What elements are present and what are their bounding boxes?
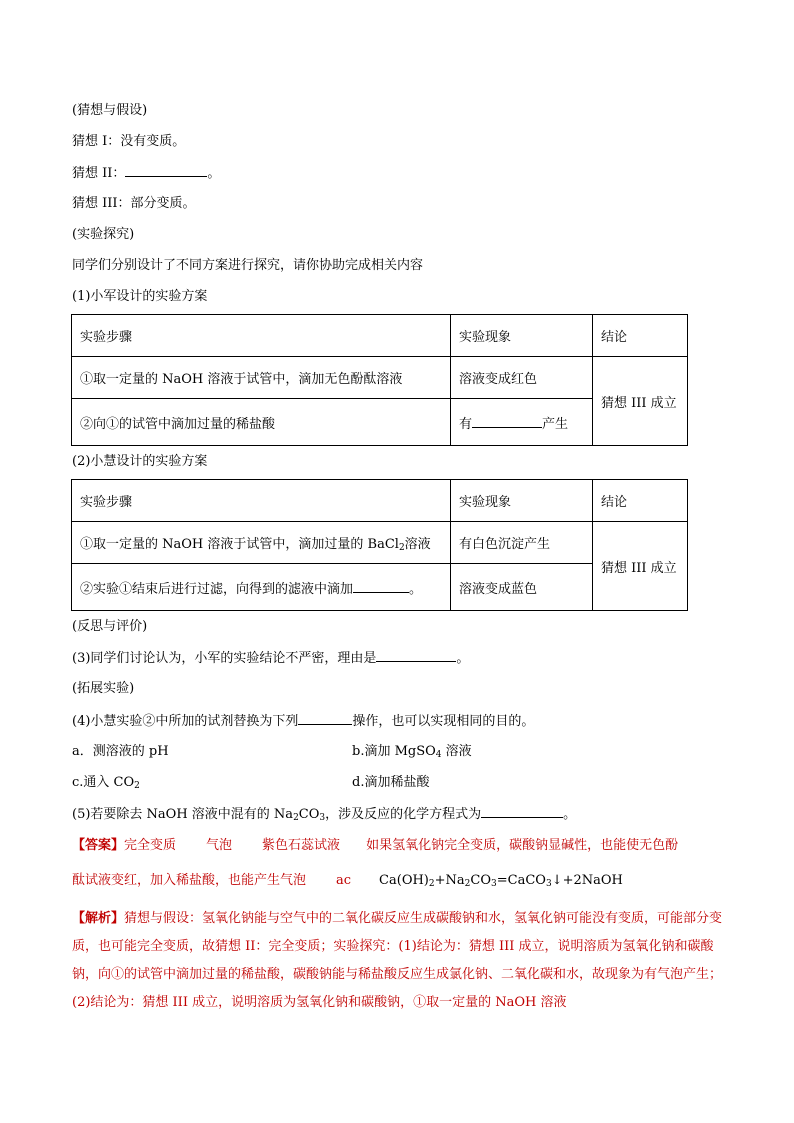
option-d: d.滴加稀盐酸 — [352, 775, 430, 790]
hypothesis-3: 猜想 III：部分变质。 — [72, 196, 196, 211]
answer-3: 紫色石蕊试液 — [262, 838, 341, 853]
q5-text-a: (5)若要除去 NaOH 溶液中混有的 Na — [72, 807, 294, 822]
answer-4-part2: 酞试液变红，加入稀盐酸，也能产生气泡 — [72, 873, 307, 888]
hypothesis-2 — [72, 164, 220, 183]
obs-prefix: 有 — [459, 416, 473, 432]
hypothesis-2-label: 猜想 II： — [72, 166, 126, 181]
eq-part: CO — [470, 873, 491, 888]
explore-header: (实验探究) — [72, 227, 135, 242]
q4-blank[interactable] — [298, 712, 352, 725]
step-cell: ①取一定量的 NaOH 溶液于试管中，滴加无色酚酞溶液 — [72, 357, 451, 399]
step-text-a: ①取一定量的 NaOH 溶液于试管中，滴加过量的 BaCl — [80, 537, 399, 552]
q5-blank[interactable] — [481, 805, 563, 818]
conclusion-cell: 猜想 III 成立 — [593, 522, 688, 611]
th-conclusion: 结论 — [593, 315, 688, 357]
table-row — [72, 357, 688, 399]
equation — [379, 873, 623, 888]
table2-title: (2)小慧设计的实验方案 — [72, 454, 208, 469]
question-5 — [72, 805, 576, 824]
hypothesis-1: 猜想 I：没有变质。 — [72, 134, 186, 149]
step-blank[interactable] — [353, 580, 409, 593]
q5-text-c: ，涉及反应的化学方程式为 — [325, 807, 482, 822]
question-3 — [72, 649, 469, 668]
answer-line-1 — [72, 837, 678, 855]
analysis-tag: 【解析】 — [72, 911, 125, 926]
q5-sub-2: 3 — [319, 813, 326, 823]
eq-sub: 2 — [464, 879, 471, 889]
opt-b-end: 溶液 — [441, 744, 472, 759]
answer-2: 气泡 — [206, 838, 233, 853]
eq-part: Ca(OH) — [379, 873, 429, 888]
table-header-row — [72, 480, 688, 522]
q3-end: 。 — [456, 651, 470, 666]
answer-1: 完全变质 — [124, 838, 177, 853]
option-b — [352, 743, 472, 761]
eq-sub: 3 — [545, 879, 552, 889]
table-xiaojun — [71, 314, 688, 446]
observation-cell — [451, 399, 593, 446]
opt-c-text: c.通入 CO — [72, 775, 135, 790]
eq-part: ↓+2NaOH — [551, 873, 623, 888]
opt-c-sub: 2 — [134, 781, 140, 791]
table1-title: (1)小军设计的实验方案 — [72, 289, 208, 304]
step-text-b: 。 — [409, 581, 423, 597]
analysis-paragraph — [72, 905, 724, 1017]
th-observation: 实验现象 — [451, 315, 593, 357]
question-4 — [72, 712, 534, 731]
option-c — [72, 774, 140, 792]
th-conclusion: 结论 — [593, 480, 688, 522]
step-cell — [72, 564, 451, 611]
table-xiaohui — [71, 479, 688, 611]
step-text-a: ②实验①结束后进行过滤，向得到的滤液中滴加 — [80, 581, 354, 597]
hypothesis-2-blank[interactable] — [125, 164, 207, 177]
q5-end: 。 — [563, 807, 577, 822]
answer-4-part1: 如果氢氧化钠完全变质，碳酸钠显碱性，也能使无色酚 — [366, 838, 679, 853]
hypothesis-2-end: 。 — [207, 166, 221, 181]
q5-sub-1: 2 — [293, 813, 299, 823]
step-text-b: 溶液 — [404, 537, 431, 552]
table-row — [72, 522, 688, 564]
obs-suffix: 产生 — [542, 416, 569, 432]
hypothesis-header: (猜想与假设) — [72, 103, 148, 118]
observation-cell: 溶液变成红色 — [451, 357, 593, 399]
extend-header: (拓展实验) — [72, 681, 135, 696]
step-sub: 2 — [398, 543, 405, 553]
q4-text: (4)小慧实验②中所加的试剂替换为下列 — [72, 714, 299, 729]
th-step: 实验步骤 — [72, 315, 451, 357]
step-cell — [72, 522, 451, 564]
q5-text-b: CO — [298, 807, 320, 822]
q3-text: (3)同学们讨论认为，小军的实验结论不严密，理由是 — [72, 651, 377, 666]
eq-part: +Na — [434, 873, 465, 888]
opt-b-sub: 4 — [435, 750, 442, 760]
answer-line-2 — [72, 872, 623, 890]
reflect-header: (反思与评价) — [72, 619, 148, 634]
observation-cell: 有白色沉淀产生 — [451, 522, 593, 564]
observation-cell: 溶液变成蓝色 — [451, 564, 593, 611]
conclusion-cell: 猜想 III 成立 — [593, 357, 688, 446]
option-a: a．测溶液的 pH — [72, 744, 169, 759]
answer-tag: 【答案】 — [72, 838, 125, 853]
opt-b-text: b.滴加 MgSO — [352, 744, 436, 759]
answer-5: ac — [336, 873, 352, 888]
q4-end: 操作，也可以实现相同的目的。 — [352, 714, 535, 729]
eq-sub: 2 — [428, 879, 435, 889]
th-step: 实验步骤 — [72, 480, 451, 522]
eq-sub: 3 — [491, 879, 497, 889]
table-header-row — [72, 315, 688, 357]
explore-intro: 同学们分别设计了不同方案进行探究，请你协助完成相关内容 — [72, 258, 424, 273]
analysis-text: 猜想与假设：氢氧化钠能与空气中的二氧化碳反应生成碳酸钠和水，氢氧化钠可能没有变质，可能部分变质，也可能完全变质，故猜想 II：完全变质；实验探究：(1)结论为：猜想 III 成立，说明溶质为氢氧化钠和碳酸钠，向①的试管中滴加过量的稀盐酸，碳酸钠能与稀盐酸反应生成氯化钠、二氧化碳和水，故现象为有气泡产生；(2)结论为：猜想 III 成立，说明溶质为氢氧化钠和碳酸钠，①取一定量的 NaOH 溶液 — [72, 911, 723, 1010]
obs-blank[interactable] — [472, 415, 542, 428]
step-cell: ②向①的试管中滴加过量的稀盐酸 — [72, 399, 451, 446]
q3-blank[interactable] — [376, 649, 456, 662]
eq-part: =CaCO — [496, 873, 546, 888]
th-observation: 实验现象 — [451, 480, 593, 522]
